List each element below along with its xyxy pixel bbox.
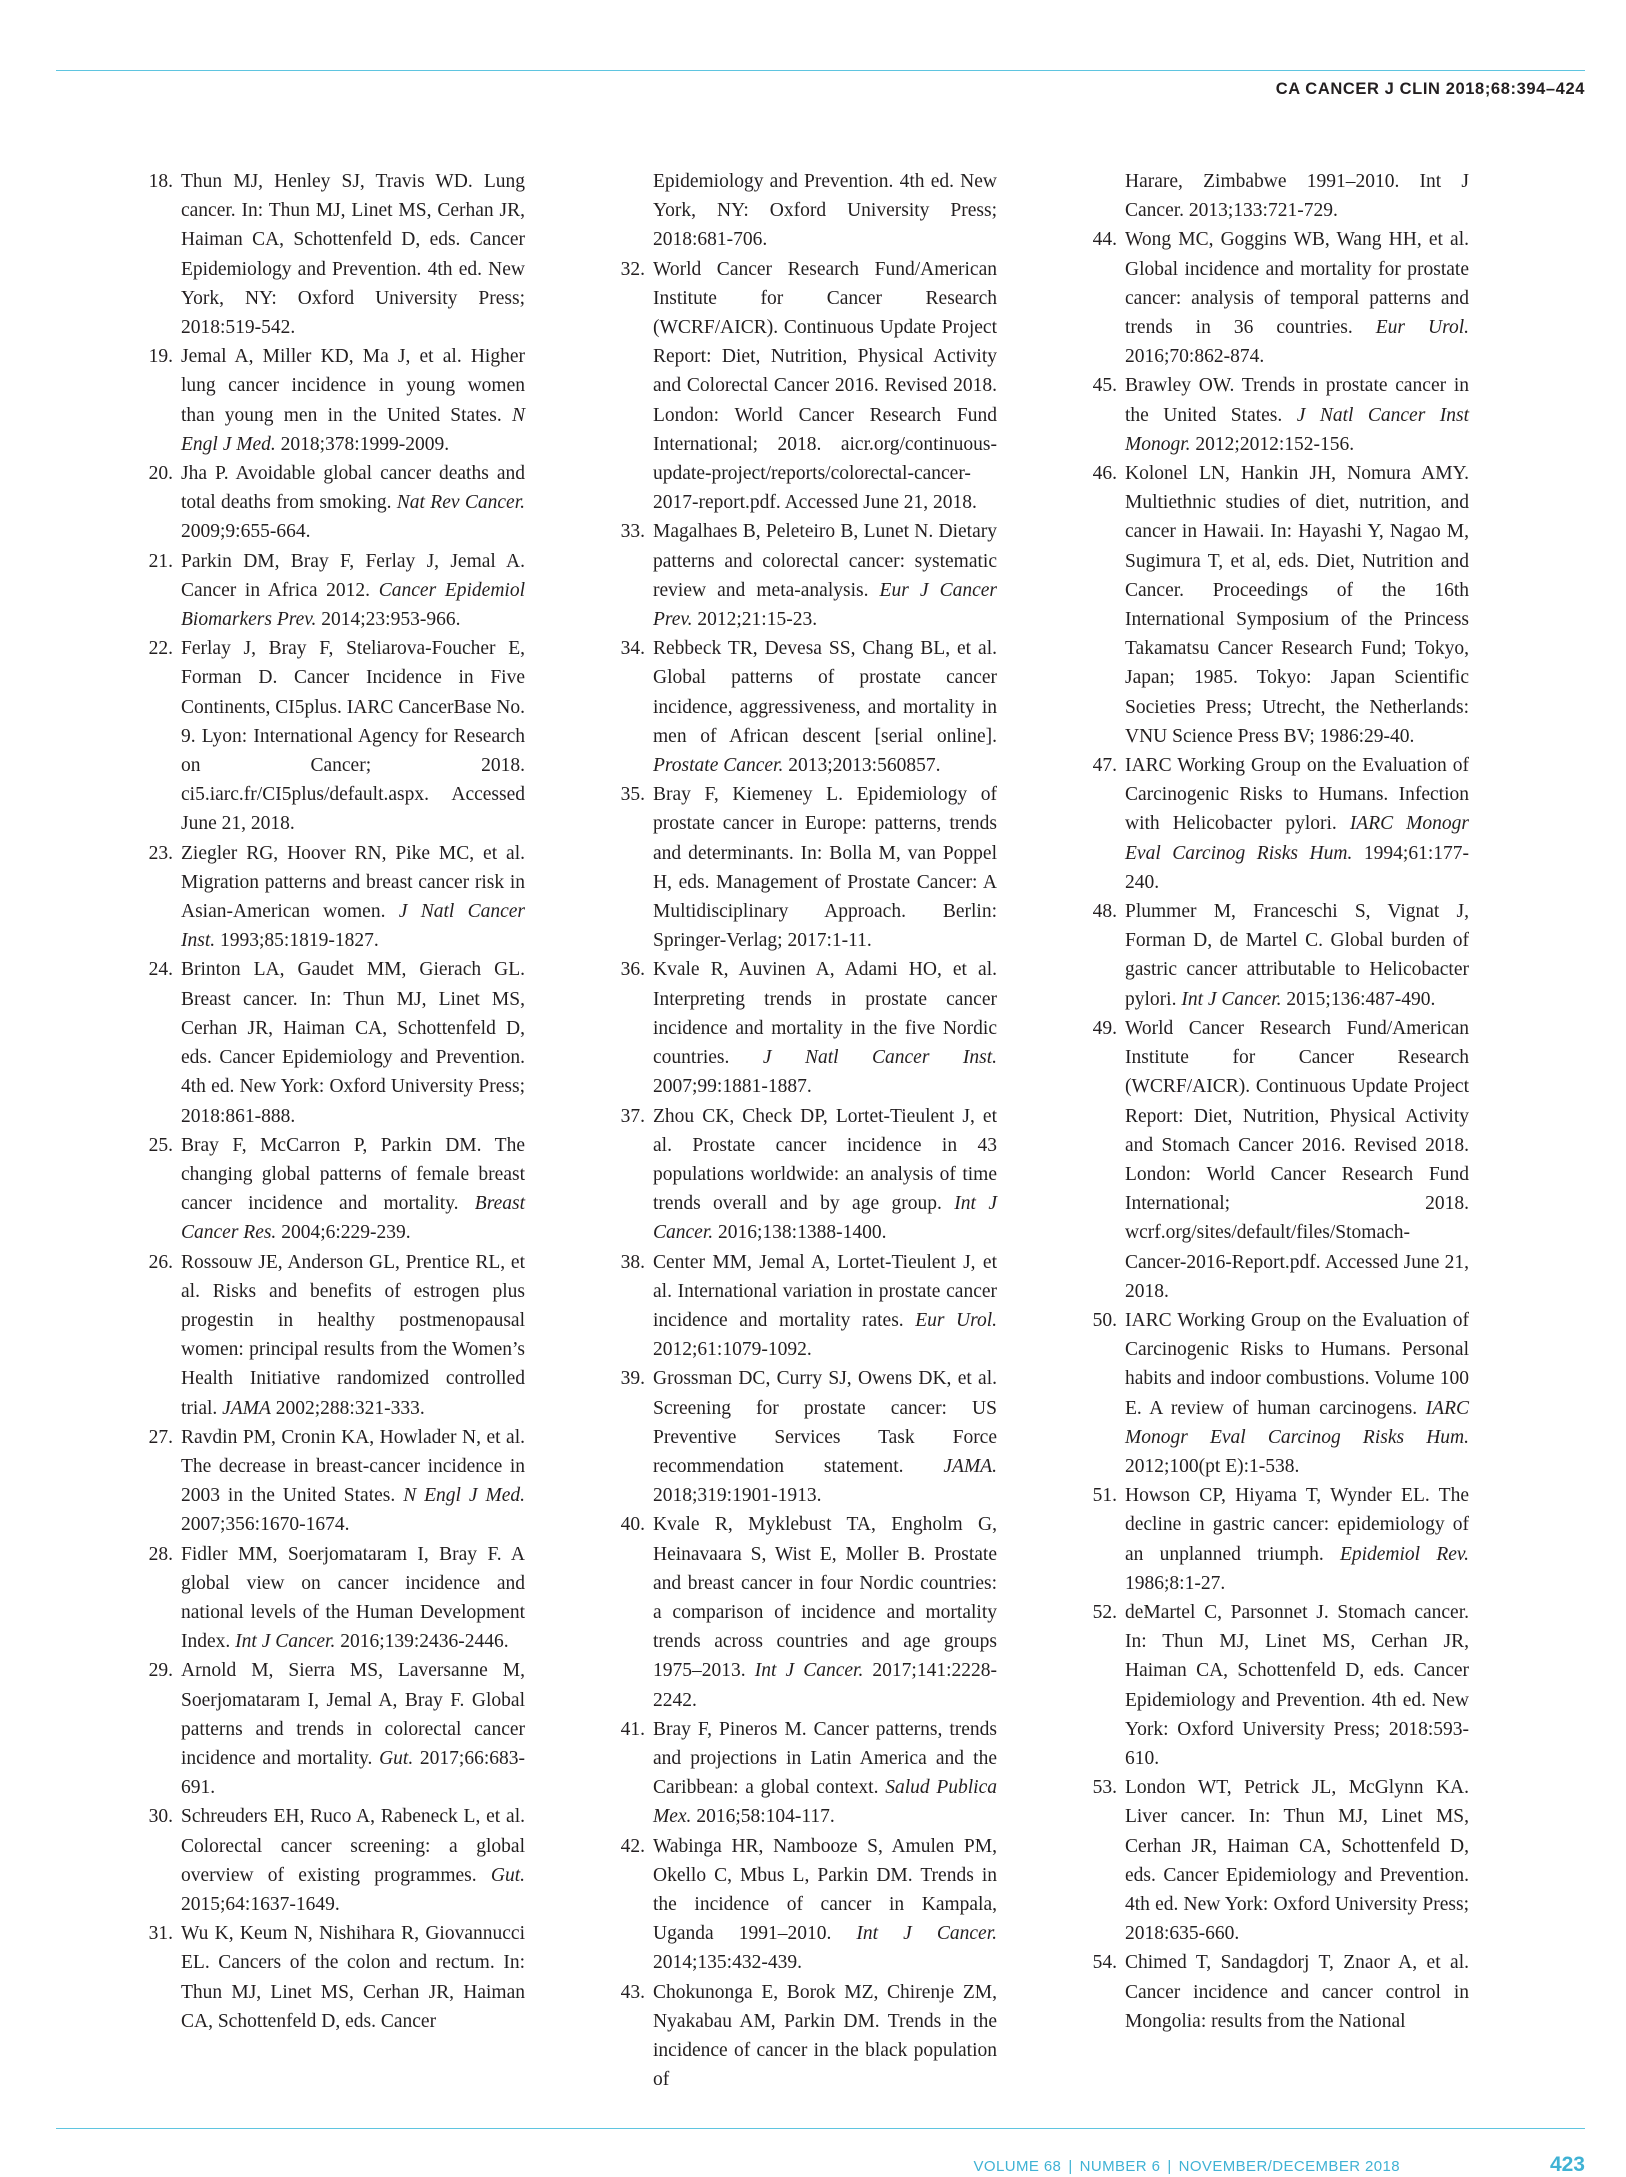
reference-number: 43 . <box>607 1978 645 2007</box>
journal-name: J Natl Cancer Inst. <box>181 901 525 952</box>
reference-number: 29 . <box>135 1656 173 1685</box>
reference-text: 2009;9:655-664. <box>181 521 311 543</box>
journal-name: JAMA <box>222 1397 271 1419</box>
journal-name: Breast Cancer Res. <box>181 1193 525 1244</box>
reference-text: Wu K, Keum N, Nishihara R, Giovannucci EL. Cancers of the colon and rectum. In: Thun MJ, Linet MS, Cerhan JR, Haiman CA, Schottenfeld D, eds. Cancer <box>181 1923 525 2032</box>
reference-entry <box>1079 371 1469 459</box>
reference-number: 32 . <box>607 255 645 284</box>
reference-entry <box>135 634 525 838</box>
reference-number: 25 . <box>135 1131 173 1160</box>
reference-text: Rebbeck TR, Devesa SS, Chang BL, et al. Global patterns of prostate cancer incidence, aggressiveness, and mortality in men of African descent [serial online]. <box>653 638 997 747</box>
reference-entry <box>1079 1598 1469 1773</box>
reference-number: 47 . <box>1079 751 1117 780</box>
reference-number: 41 . <box>607 1715 645 1744</box>
journal-name: Eur Urol. <box>1375 317 1469 339</box>
reference-number: 24 . <box>135 955 173 984</box>
reference-number: 22 . <box>135 634 173 663</box>
reference-entry <box>1079 1306 1469 1481</box>
reference-entry <box>607 517 997 634</box>
reference-continuation: Epidemiology and Prevention. 4th ed. New York, NY: Oxford University Press; 2018:681-706. <box>653 171 997 251</box>
journal-name: J Natl Cancer Inst Monogr. <box>1125 404 1469 455</box>
reference-text: 2018;378:1999-2009. <box>275 433 450 455</box>
reference-text: 2017;141:2228-2242. <box>653 1660 997 1711</box>
reference-column-1 <box>135 167 525 2036</box>
journal-name: Int J Cancer. <box>1125 171 1469 222</box>
reference-text: Jemal A, Miller KD, Ma J, et al. Higher lung cancer incidence in young women than young men in the United States. <box>181 346 525 426</box>
footer-number: NUMBER 6 <box>1079 2158 1161 2175</box>
reference-text: 1986;8:1-27. <box>1125 1572 1226 1594</box>
reference-entry <box>135 1248 525 1423</box>
reference-text: London WT, Petrick JL, McGlynn KA. Liver cancer. In: Thun MJ, Linet MS, Cerhan JR, Haiman CA, Schottenfeld D, eds. Cancer Epidemiology and Prevention. 4th ed. New York: Oxford University Press; 2018:635-660. <box>1125 1777 1469 1945</box>
reference-text: 2018;319:1901-1913. <box>653 1485 822 1507</box>
reference-entry <box>607 634 997 780</box>
reference-entry <box>135 1131 525 1248</box>
reference-text: 2012;61:1079-1092. <box>653 1339 812 1361</box>
journal-name: IARC Monogr Eval Carcinog Risks Hum. <box>1125 1397 1469 1448</box>
journal-name: Gut. <box>490 1864 525 1886</box>
reference-number: 20 . <box>135 459 173 488</box>
journal-name: Int J Cancer. <box>235 1631 336 1653</box>
reference-entry <box>135 1656 525 1802</box>
reference-number: 50 . <box>1079 1306 1117 1335</box>
reference-number: 19 . <box>135 342 173 371</box>
reference-number: 26 . <box>135 1248 173 1277</box>
running-head: CA CANCER J CLIN 2018;68:394–424 <box>1275 80 1585 98</box>
journal-name: Int J Cancer. <box>754 1660 864 1682</box>
reference-entry <box>1079 459 1469 751</box>
reference-text: Center MM, Jemal A, Lortet-Tieulent J, et al. International variation in prostate cancer incidence and mortality rates. <box>653 1251 997 1331</box>
reference-number: 39 . <box>607 1364 645 1393</box>
reference-entry <box>135 839 525 956</box>
reference-text: 2007;356:1670-1674. <box>181 1514 350 1536</box>
journal-name: Eur Urol. <box>915 1309 997 1331</box>
reference-text: IARC Working Group on the Evaluation of Carcinogenic Risks to Humans. Infection with Helicobacter pylori. <box>1125 755 1469 835</box>
reference-number: 48 . <box>1079 897 1117 926</box>
footer-separator: | <box>1167 2158 1172 2175</box>
reference-entry <box>1079 225 1469 371</box>
journal-name: N Engl J Med. <box>403 1485 525 1507</box>
reference-entry <box>1079 1481 1469 1598</box>
reference-text: Plummer M, Franceschi S, Vignat J, Forman D, de Martel C. Global burden of gastric cancer attributable to Helicobacter pylori. <box>1125 901 1469 1010</box>
reference-text: Harare, Zimbabwe 1991–2010. <box>1125 171 1420 192</box>
reference-text: 2014;135:432-439. <box>653 1952 802 1974</box>
journal-name: Nat Rev Cancer. <box>396 492 525 514</box>
reference-text: Grossman DC, Curry SJ, Owens DK, et al. Screening for prostate cancer: US Preventive Services Task Force recommendation statement. <box>653 1368 997 1477</box>
footer-rule <box>56 2128 1585 2129</box>
reference-text: Bray F, McCarron P, Parkin DM. The changing global patterns of female breast cancer incidence and mortality. <box>181 1134 525 1215</box>
footer-separator: | <box>1068 2158 1073 2175</box>
reference-entry <box>607 780 997 955</box>
reference-number: 52 . <box>1079 1598 1117 1627</box>
reference-number: 40 . <box>607 1510 645 1539</box>
reference-number: 31 . <box>135 1919 173 1948</box>
reference-column-3 <box>1079 167 1469 2036</box>
journal-name: Salud Publica Mex. <box>653 1777 997 1828</box>
journal-name: Cancer Epidemiol Biomarkers Prev. <box>181 579 525 631</box>
reference-entry <box>135 167 525 342</box>
reference-entry <box>135 1540 525 1657</box>
reference-entry <box>607 1978 997 2095</box>
reference-number: 54 . <box>1079 1948 1117 1977</box>
reference-entry <box>135 342 525 459</box>
reference-text: 2013;133:721-729. <box>1184 200 1338 222</box>
reference-entry <box>607 1510 997 1714</box>
reference-continuation <box>1079 167 1469 225</box>
reference-text: 2013;2013:560857. <box>783 755 941 777</box>
reference-text: Jha P. Avoidable global cancer deaths and total deaths from smoking. <box>181 463 525 514</box>
journal-name: Int J Cancer. <box>856 1923 997 1945</box>
reference-text: 2015;136:487-490. <box>1281 988 1436 1010</box>
header-rule <box>56 70 1585 71</box>
reference-entry <box>1079 751 1469 897</box>
reference-text: Bray F, Kiemeney L. Epidemiology of prostate cancer in Europe: patterns, trends and determinants. In: Bolla M, van Poppel H, eds. Management of Prostate Cancer: A Multidisciplinary Approach. Berlin: Springer-Verlag; 2017:1-11. <box>653 784 997 952</box>
reference-text: Howson CP, Hiyama T, Wynder EL. The decline in gastric cancer: epidemiology of an unplanned triumph. <box>1125 1485 1469 1565</box>
reference-text: Ravdin PM, Cronin KA, Howlader N, et al. The decrease in breast-cancer incidence in 2003 in the United States. <box>181 1426 525 1507</box>
journal-name: Int J Cancer. <box>653 1193 997 1244</box>
reference-text: 1993;85:1819-1827. <box>215 930 379 952</box>
reference-text: Schreuders EH, Ruco A, Rabeneck L, et al. Colorectal cancer screening: a global overview of existing programmes. <box>181 1806 525 1886</box>
footer-volume: VOLUME 68 <box>973 2158 1062 2175</box>
reference-text: 2007;99:1881-1887. <box>653 1076 812 1098</box>
reference-entry <box>607 1832 997 1978</box>
reference-number: 36 . <box>607 955 645 984</box>
reference-text: 2004;6:229-239. <box>276 1222 411 1244</box>
reference-text: 2016;58:104-117. <box>691 1806 835 1828</box>
reference-entry <box>1079 1773 1469 1948</box>
reference-entry <box>135 459 525 547</box>
reference-text: Arnold M, Sierra MS, Laversanne M, Soerjomataram I, Jemal A, Bray F. Global patterns and trends in colorectal cancer incidence and mortality. <box>181 1660 525 1769</box>
journal-name: Epidemiol Rev. <box>1339 1543 1469 1565</box>
reference-entry <box>607 255 997 518</box>
reference-number: 35 . <box>607 780 645 809</box>
page-number: 423 <box>1549 2153 1585 2176</box>
reference-text: Chokunonga E, Borok MZ, Chirenje ZM, Nyakabau AM, Parkin DM. Trends in the incidence of cancer in the black population of <box>653 1981 997 2091</box>
journal-name: Gut. <box>379 1747 414 1769</box>
reference-number: 49 . <box>1079 1014 1117 1043</box>
reference-text: Magalhaes B, Peleteiro B, Lunet N. Dietary patterns and colorectal cancer: systematic review and meta-analysis. <box>653 521 997 601</box>
footer-issue: NOVEMBER/DECEMBER 2018 <box>1178 2158 1400 2175</box>
journal-name: JAMA. <box>943 1455 997 1477</box>
reference-number: 45 . <box>1079 371 1117 400</box>
reference-entry <box>607 1102 997 1248</box>
reference-text: deMartel C, Parsonnet J. Stomach cancer. In: Thun MJ, Linet MS, Cerhan JR, Haiman CA, Schottenfeld D, eds. Cancer Epidemiology and Prevention. 4th ed. New York: Oxford University Press; 2018:593-610. <box>1125 1601 1469 1769</box>
reference-text: Bray F, Pineros M. Cancer patterns, trends and projections in Latin America and the Caribbean: a global context. <box>653 1718 997 1799</box>
reference-text: 2016;138:1388-1400. <box>713 1222 887 1244</box>
reference-number: 23 . <box>135 839 173 868</box>
reference-text: World Cancer Research Fund/American Institute for Cancer Research (WCRF/AICR). Continuous Update Project Report: Diet, Nutrition, Physical Activity and Colorectal Cancer 2016. Revised 2018. London: World Cancer Research Fund International; 2018. aicr.org/continuous-update-project/reports/colorectal-cancer-2017-report.pdf. Accessed June 21, 2018. <box>653 258 997 514</box>
reference-number: 51 . <box>1079 1481 1117 1510</box>
reference-text: Kvale R, Myklebust TA, Engholm G, Heinavaara S, Wist E, Moller B. Prostate and breast cancer in four Nordic countries: a comparison of incidence and mortality trends across countries and age groups 1975–2013. <box>653 1514 997 1682</box>
reference-text: Fidler MM, Soerjomataram I, Bray F. A global view on cancer incidence and national levels of the Human Development Index. <box>181 1543 525 1653</box>
reference-number: 42 . <box>607 1832 645 1861</box>
reference-number: 37 . <box>607 1102 645 1131</box>
reference-text: 2016;139:2436-2446. <box>335 1631 509 1653</box>
reference-text: Rossouw JE, Anderson GL, Prentice RL, et al. Risks and benefits of estrogen plus progestin in healthy postmenopausal women: principal results from the Women’s Health Initiative randomized controlled trial. <box>181 1251 525 1419</box>
reference-text: 2015;64:1637-1649. <box>181 1893 340 1915</box>
reference-entry <box>607 1364 997 1510</box>
reference-text: Wong MC, Goggins WB, Wang HH, et al. Global incidence and mortality for prostate cancer: analysis of temporal patterns and trends in 36 countries. <box>1125 229 1469 339</box>
reference-number: 18 . <box>135 167 173 196</box>
reference-text: World Cancer Research Fund/American Institute for Cancer Research (WCRF/AICR). Continuous Update Project Report: Diet, Nutrition, Physical Activity and Stomach Cancer 2016. Revised 2018. London: World Cancer Research Fund International; 2018. wcrf.org/sites/default/files/Stomach-Cancer-2016-Report.pdf. Accessed June 21, 2018. <box>1125 1017 1469 1302</box>
reference-entry <box>1079 1948 1469 2036</box>
reference-text: Chimed T, Sandagdorj T, Znaor A, et al. Cancer incidence and cancer control in Mongolia: results from the National <box>1125 1952 1469 2032</box>
reference-entry <box>607 1248 997 1365</box>
reference-entry <box>135 1423 525 1540</box>
reference-text: Brawley OW. Trends in prostate cancer in the United States. <box>1125 375 1469 426</box>
journal-name: Eur J Cancer Prev. <box>653 579 997 631</box>
journal-name: Int J Cancer. <box>1181 988 1282 1010</box>
reference-entry <box>1079 1014 1469 1306</box>
reference-number: 21 . <box>135 547 173 576</box>
reference-entry <box>135 1919 525 2036</box>
reference-number: 30 . <box>135 1802 173 1831</box>
reference-number: 33 . <box>607 517 645 546</box>
reference-entry <box>135 955 525 1130</box>
reference-text: 2012;2012:152-156. <box>1190 433 1355 455</box>
journal-name: Prostate Cancer. <box>653 755 784 777</box>
reference-number: 46 . <box>1079 459 1117 488</box>
reference-entry <box>135 547 525 635</box>
reference-entry <box>1079 897 1469 1014</box>
reference-text: 2012;21:15-23. <box>692 609 818 631</box>
reference-text: IARC Working Group on the Evaluation of Carcinogenic Risks to Humans. Personal habits and indoor combustions. Volume 100 E. A review of human carcinogens. <box>1125 1309 1469 1419</box>
reference-text: Zhou CK, Check DP, Lortet-Tieulent J, et al. Prostate cancer incidence in 43 populations worldwide: an analysis of time trends overall and by age group. <box>653 1105 997 1215</box>
reference-text: 2016;70:862-874. <box>1125 346 1265 368</box>
reference-entry <box>607 955 997 1101</box>
reference-text: Thun MJ, Henley SJ, Travis WD. Lung cancer. In: Thun MJ, Linet MS, Cerhan JR, Haiman CA, Schottenfeld D, eds. Cancer Epidemiology and Prevention. 4th ed. New York, NY: Oxford University Press; 2018:519-542. <box>181 171 525 339</box>
reference-text: Kvale R, Auvinen A, Adami HO, et al. Interpreting trends in prostate cancer incidence and mortality in the five Nordic countries. <box>653 959 997 1069</box>
reference-number: 34 . <box>607 634 645 663</box>
reference-entry <box>135 1802 525 1919</box>
reference-text: Wabinga HR, Nambooze S, Amulen PM, Okello C, Mbus L, Parkin DM. Trends in the incidence of cancer in Kampala, Uganda 1991–2010. <box>653 1835 997 1945</box>
reference-column-2 <box>607 167 997 2094</box>
reference-text: 2017;66:683-691. <box>181 1747 525 1799</box>
reference-text: 2014;23:953-966. <box>316 609 461 631</box>
reference-number: 27 . <box>135 1423 173 1452</box>
reference-text: 2002;288:321-333. <box>270 1397 425 1419</box>
journal-name: J Natl Cancer Inst. <box>762 1047 997 1069</box>
reference-text: 1994;61:177-240. <box>1125 842 1469 893</box>
reference-number: 38 . <box>607 1248 645 1277</box>
reference-number: 28 . <box>135 1540 173 1569</box>
reference-text: Parkin DM, Bray F, Ferlay J, Jemal A. Cancer in Africa 2012. <box>181 550 525 601</box>
reference-text: Brinton LA, Gaudet MM, Gierach GL. Breast cancer. In: Thun MJ, Linet MS, Cerhan JR, Haiman CA, Schottenfeld D, eds. Cancer Epidemiology and Prevention. 4th ed. New York: Oxford University Press; 2018:861-888. <box>181 959 525 1127</box>
issue-footer <box>974 2158 1401 2175</box>
reference-number: 53 . <box>1079 1773 1117 1802</box>
journal-name: IARC Monogr Eval Carcinog Risks Hum. <box>1125 813 1469 864</box>
journal-name: N Engl J Med. <box>181 404 525 455</box>
reference-text: 2012;100(pt E):1-538. <box>1125 1455 1300 1477</box>
reference-entry <box>607 1715 997 1832</box>
reference-text: Kolonel LN, Hankin JH, Nomura AMY. Multiethnic studies of diet, nutrition, and cancer in Hawaii. In: Hayashi Y, Nagao M, Sugimura T, et al, eds. Diet, Nutrition and Cancer. Proceedings of the 16th International Symposium of the Princess Takamatsu Cancer Research Fund; Tokyo, Japan; 1985. Tokyo: Japan Scientific Societies Press; Utrecht, the Netherlands: VNU Science Press BV; 1986:29-40. <box>1125 463 1469 747</box>
reference-number: 44 . <box>1079 225 1117 254</box>
reference-text: Ziegler RG, Hoover RN, Pike MC, et al. Migration patterns and breast cancer risk in Asian-American women. <box>181 842 525 923</box>
reference-text: Ferlay J, Bray F, Steliarova-Foucher E, Forman D. Cancer Incidence in Five Continents, CI5plus. IARC CancerBase No. 9. Lyon: International Agency for Research on Cancer; 2018. ci5.iarc.fr/CI5plus/default.aspx. Accessed June 21, 2018. <box>181 638 525 835</box>
